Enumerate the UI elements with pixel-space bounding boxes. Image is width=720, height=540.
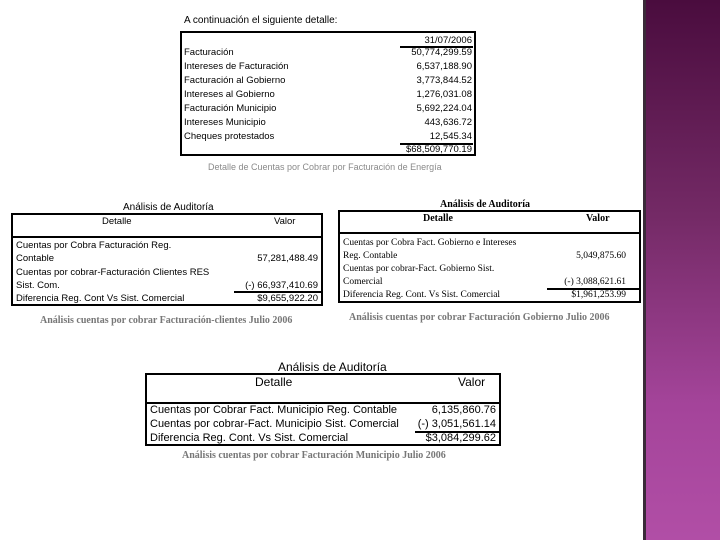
t4-row1: Cuentas por Cobrar Fact. Municipio Reg. Contable	[150, 404, 398, 416]
t3-row1-cont: Reg. Contable	[343, 251, 398, 261]
table-row-label: Facturación al Gobierno	[184, 75, 286, 86]
table-row-value: 3,773,844.52	[416, 75, 472, 86]
t3-row1: Cuentas por Cobra Fact. Gobierno e Intereses	[343, 238, 517, 248]
t2-value2: (-) 66,937,410.69	[245, 280, 318, 291]
t3-header-detalle: Detalle	[423, 213, 453, 224]
t2-caption: Análisis cuentas por cobrar Facturación-clientes Julio 2006	[40, 315, 293, 326]
t3-caption: Análisis cuentas por cobrar Facturación Gobierno Julio 2006	[349, 312, 610, 323]
table-row-label: Facturación	[184, 47, 234, 58]
t4-title: Análisis de Auditoría	[278, 360, 387, 374]
table-row-value: 50,774,299.59	[411, 47, 472, 58]
date-header: 31/07/2006	[424, 35, 472, 46]
table-caption: Detalle de Cuentas por Cobrar por Facturación de Energía	[208, 162, 442, 172]
t3-value2: (-) 3,088,621.61	[564, 277, 626, 287]
t4-caption: Análisis cuentas por cobrar Facturación Municipio Julio 2006	[182, 450, 446, 461]
total-value: $68,509,770.19	[405, 144, 472, 155]
t2-row1-cont: Contable	[16, 253, 55, 264]
t4-header-detalle: Detalle	[255, 375, 293, 389]
table-row-label: Cheques protestados	[184, 131, 275, 142]
intro-title: A continuación el siguiente detalle:	[184, 15, 338, 26]
t3-row3: Diferencia Reg. Cont. Vs Sist. Comercial	[343, 290, 501, 300]
table-row-value: 1,276,031.08	[416, 89, 472, 100]
t2-row1: Cuentas por Cobra Facturación Reg.	[16, 240, 172, 251]
table-row-value: 443,636.72	[424, 117, 472, 128]
t3-row2-cont: Comercial	[343, 277, 383, 287]
table-row-label: Intereses al Gobierno	[184, 89, 275, 100]
t3-header-valor: Valor	[586, 213, 610, 224]
t2-row3: Diferencia Reg. Cont Vs Sist. Comercial	[16, 293, 185, 304]
t3-row2: Cuentas por cobrar-Fact. Gobierno Sist.	[343, 264, 495, 274]
table-row-value: 12,545.34	[429, 131, 472, 142]
t4-value2: (-) 3,051,561.14	[417, 418, 496, 430]
t2-header-detalle: Detalle	[102, 216, 132, 227]
table-row-label: Intereses Municipio	[184, 117, 266, 128]
t2-value3: $9,655,922.20	[257, 293, 318, 304]
table-row-label: Facturación Municipio	[184, 103, 277, 114]
t2-title: Análisis de Auditoría	[123, 202, 214, 213]
t2-row2: Cuentas por cobrar-Facturación Clientes RES	[16, 267, 210, 278]
t4-header-valor: Valor	[458, 375, 486, 389]
t4-value1: 6,135,860.76	[431, 404, 496, 416]
t2-value1: 57,281,488.49	[257, 253, 318, 264]
table-row-label: Intereses de Facturación	[184, 61, 289, 72]
t4-row3: Diferencia Reg. Cont. Vs Sist. Comercial	[150, 432, 349, 444]
t3-title: Análisis de Auditoría	[440, 199, 531, 210]
t4-value3: $3,084,299.62	[425, 432, 496, 444]
t4-row2: Cuentas por cobrar-Fact. Municipio Sist. Comercial	[150, 418, 399, 430]
t2-header-valor: Valor	[274, 216, 296, 227]
table-row-value: 6,537,188.90	[416, 61, 472, 72]
t3-value1: 5,049,875.60	[576, 251, 626, 261]
t3-value3: $1,961,253.99	[571, 290, 626, 300]
t2-row2-cont: Sist. Com.	[16, 280, 60, 291]
decorative-sidebar	[643, 0, 720, 540]
table-row-value: 5,692,224.04	[416, 103, 472, 114]
